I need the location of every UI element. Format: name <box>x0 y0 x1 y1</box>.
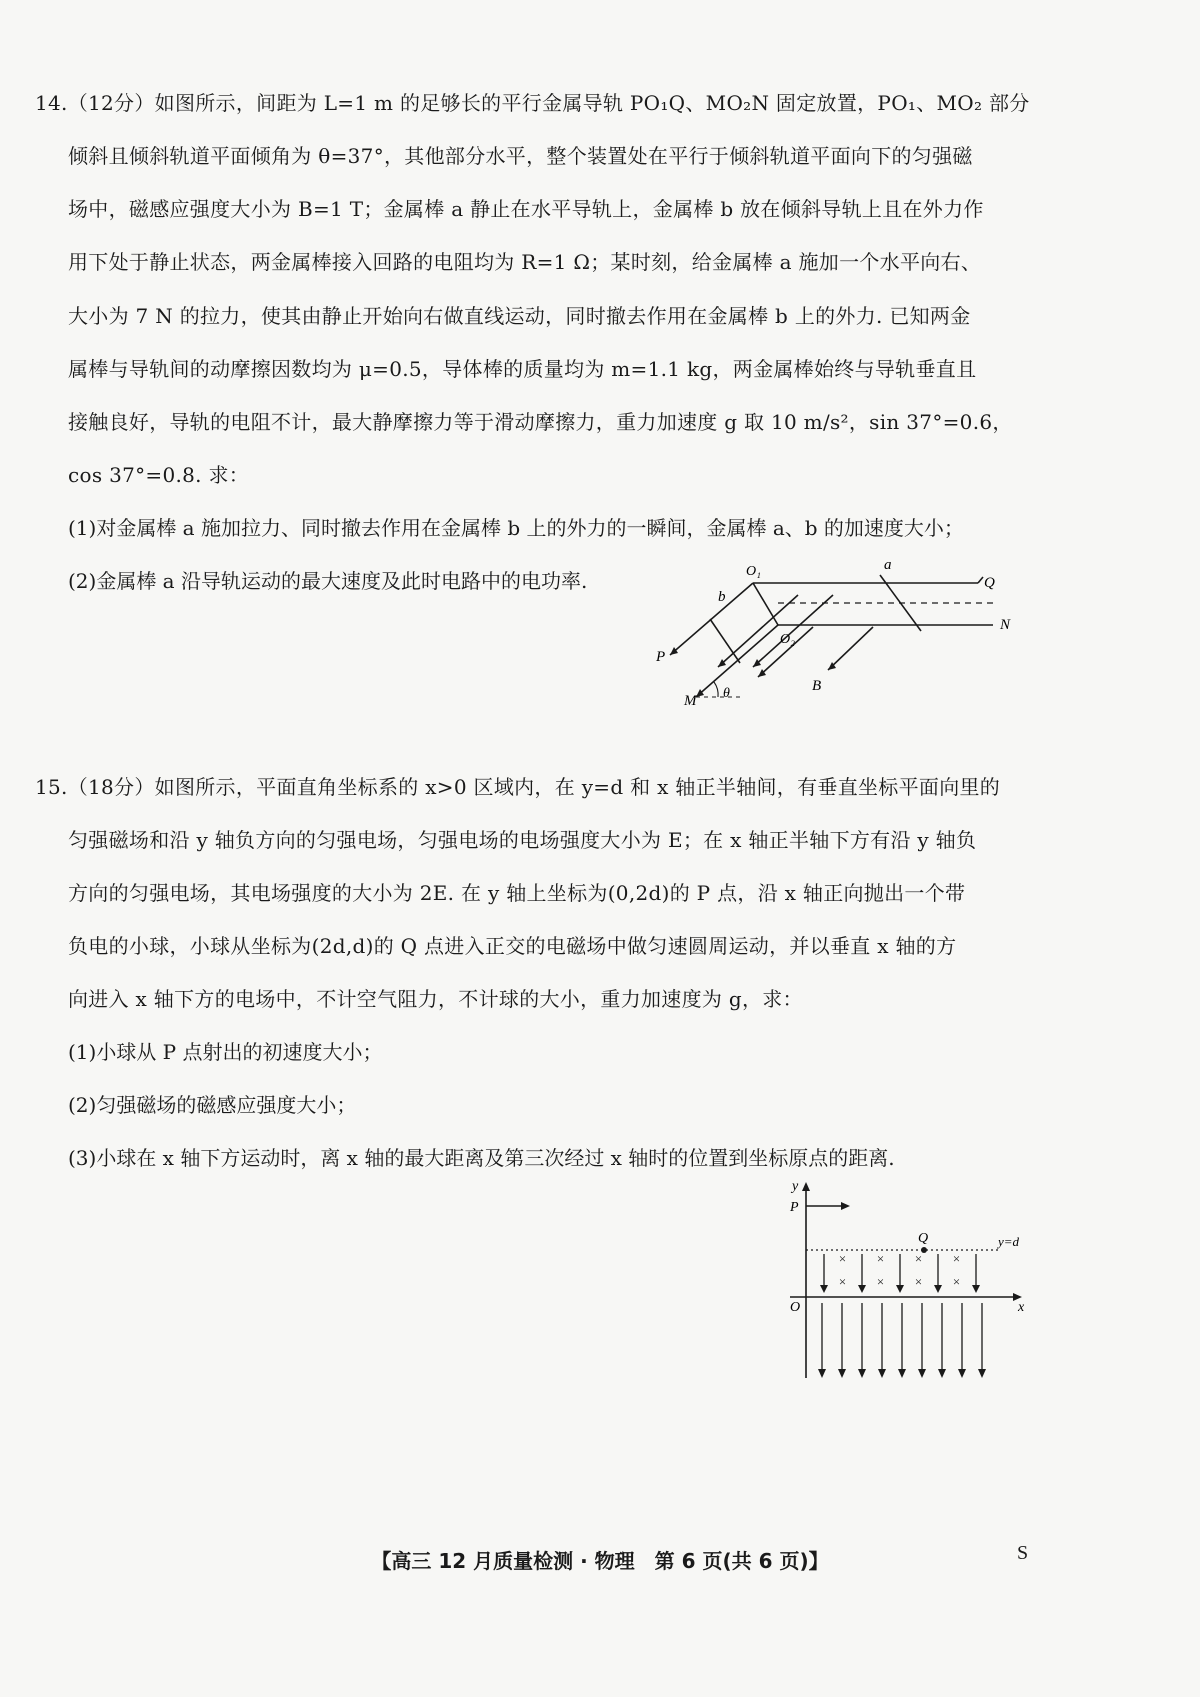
q14-line-6: 属棒与导轨间的动摩擦因数均为 μ=0.5，导体棒的质量均为 m=1.1 kg，两金属棒始终与导轨垂直且 <box>68 357 977 381</box>
q14-label-theta: θ <box>723 686 730 701</box>
q14-line-8: cos 37°=0.8. 求： <box>68 463 250 487</box>
cross-icon: × <box>914 1251 923 1266</box>
q15-label-y: y <box>792 1179 799 1194</box>
q14-label-a: a <box>884 557 892 573</box>
q15-sub-2: (2)匀强磁场的磁感应强度大小； <box>68 1093 357 1117</box>
q15-line-1: 15.（18分）如图所示，平面直角坐标系的 x>0 区域内，在 y=d 和 x 轴正半轴间，有垂直坐标平面向里的 <box>35 775 1001 799</box>
q14-label-o2: O₂ <box>780 632 795 647</box>
q15-line-4: 负电的小球，小球从坐标为(2d,d)的 Q 点进入正交的电磁场中做匀速圆周运动，并以垂直 x 轴的方 <box>68 934 957 958</box>
q14-sub-2: (2)金属棒 a 沿导轨运动的最大速度及此时电路中的电功率. <box>68 569 588 593</box>
q15-label-yd: y=d <box>998 1234 1020 1249</box>
q15-coordinate-figure <box>778 1178 1038 1388</box>
page-footer: 【高三 12 月质量检测 · 物理 第 6 页(共 6 页)】 <box>371 1549 829 1573</box>
q14-label-q: Q <box>984 575 995 591</box>
q15-label-x: x <box>1018 1300 1025 1315</box>
q14-label-m: M <box>684 693 697 709</box>
q15-sub-1: (1)小球从 P 点射出的初速度大小； <box>68 1040 383 1064</box>
q15-line-5: 向进入 x 轴下方的电场中，不计空气阻力，不计球的大小，重力加速度为 g，求： <box>68 987 803 1011</box>
q14-sub-1: (1)对金属棒 a 施加拉力、同时撤去作用在金属棒 b 上的外力的一瞬间，金属棒 a、b 的加速度大小； <box>68 516 964 540</box>
q14-line-4: 用下处于静止状态，两金属棒接入回路的电阻均为 R=1 Ω；某时刻，给金属棒 a 施加一个水平向右、 <box>68 250 982 274</box>
cross-icon: × <box>952 1274 961 1289</box>
cross-icon: × <box>876 1274 885 1289</box>
q14-rail-figure <box>648 555 1038 710</box>
cross-icon: × <box>876 1251 885 1266</box>
q14-line-1: 14.（12分）如图所示，间距为 L=1 m 的足够长的平行金属导轨 PO₁Q、MO₂N 固定放置，PO₁、MO₂ 部分 <box>35 91 1030 115</box>
q14-label-o1: O₁ <box>746 564 761 579</box>
q15-line-2: 匀强磁场和沿 y 轴负方向的匀强电场，匀强电场的电场强度大小为 E；在 x 轴正半轴下方有沿 y 轴负 <box>68 828 977 852</box>
q14-line-3: 场中，磁感应强度大小为 B=1 T；金属棒 a 静止在水平导轨上，金属棒 b 放在倾斜导轨上且在外力作 <box>68 197 984 221</box>
q14-line-7: 接触良好，导轨的电阻不计，最大静摩擦力等于滑动摩擦力，重力加速度 g 取 10 m/s²，sin 37°=0.6， <box>68 410 1013 434</box>
q15-label-o: O <box>790 1300 801 1315</box>
q14-label-n: N <box>1000 617 1011 633</box>
q14-line-2: 倾斜且倾斜轨道平面倾角为 θ=37°，其他部分水平，整个装置处在平行于倾斜轨道平面向下的匀强磁 <box>68 144 973 168</box>
cross-icon: × <box>952 1251 961 1266</box>
q14-label-p: P <box>656 649 666 665</box>
q14-label-b: b <box>718 589 726 605</box>
cross-icon: × <box>838 1251 847 1266</box>
corner-mark: S <box>1017 1542 1029 1564</box>
q15-line-3: 方向的匀强电场，其电场强度的大小为 2E. 在 y 轴上坐标为(0,2d)的 P 点，沿 x 轴正向抛出一个带 <box>68 881 966 905</box>
cross-icon: × <box>914 1274 923 1289</box>
q15-sub-3: (3)小球在 x 轴下方运动时，离 x 轴的最大距离及第三次经过 x 轴时的位置到坐标原点的距离. <box>68 1146 895 1170</box>
cross-icon: × <box>838 1274 847 1289</box>
q15-label-q: Q <box>918 1231 929 1246</box>
q14-line-5: 大小为 7 N 的拉力，使其由静止开始向右做直线运动，同时撤去作用在金属棒 b 上的外力. 已知两金 <box>68 304 971 328</box>
q15-label-p: P <box>790 1200 799 1215</box>
q14-label-B: B <box>812 678 822 694</box>
